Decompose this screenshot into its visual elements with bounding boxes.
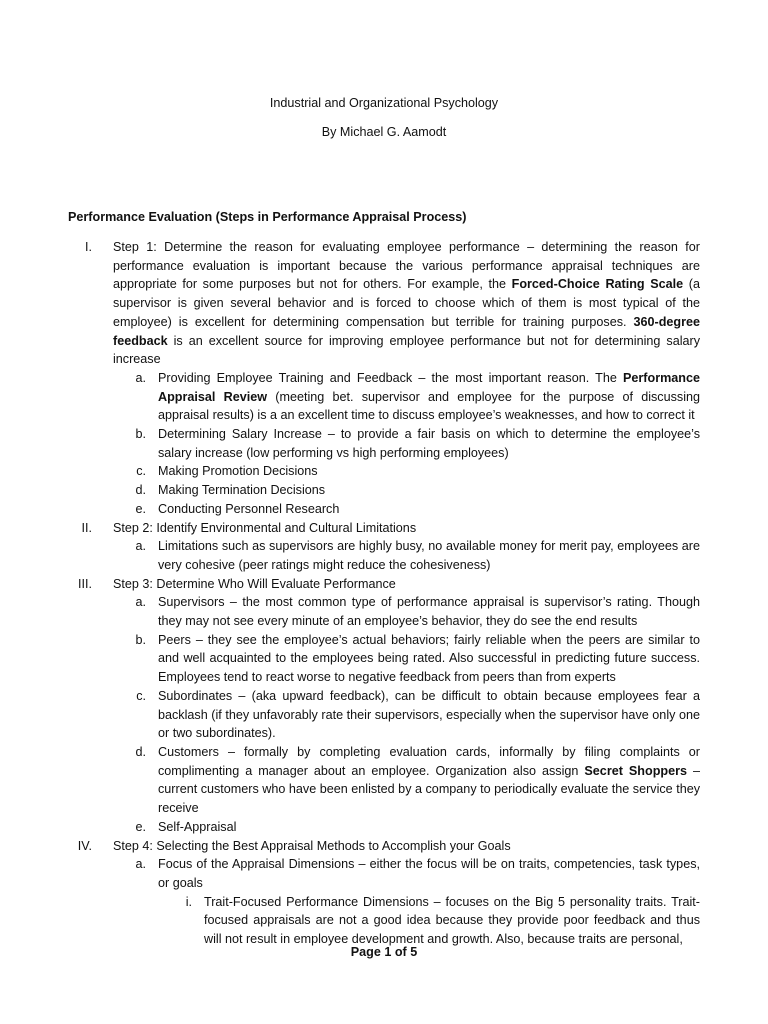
item-marker: a. xyxy=(135,370,146,385)
step-marker: I. xyxy=(85,240,92,254)
item-text: Self-Appraisal xyxy=(158,819,237,834)
step-marker: IV. xyxy=(77,838,92,853)
list-item xyxy=(0,425,768,462)
item-marker: e. xyxy=(135,501,146,516)
item-text: Focus of the Appraisal Dimensions – either the focus will be on traits, competencies, task types, or goals xyxy=(158,857,700,890)
step-2 xyxy=(0,519,768,538)
step-text: Step 2: Identify Environmental and Cultural Limitations xyxy=(113,520,417,535)
step-4 xyxy=(0,837,768,856)
item-marker: a. xyxy=(135,595,146,610)
step-1 xyxy=(0,238,768,369)
item-marker: a. xyxy=(135,857,146,872)
term-forced-choice-rating-scale: Forced-Choice Rating Scale xyxy=(511,277,684,292)
item-text: Subordinates – (aka upward feedback), can be difficult to obtain because employees fear a backlash (if they unfavorably rate their supervisors, especially when the supervisor have only one or two subordinates). xyxy=(158,688,700,741)
item-text: Supervisors – the most common type of performance appraisal is supervisor’s rating. Though they may not see every minute of an employee’s behavior, they do see the end results xyxy=(158,595,700,629)
list-item xyxy=(0,462,768,481)
list-item xyxy=(0,593,768,630)
section-heading: Performance Evaluation (Steps in Performance Appraisal Process) xyxy=(68,210,467,224)
step-text: Step 1: Determine the reason for evaluating employee performance – determining the reason for performance evaluation is important because the various performance appraisal techniques are appropriate for some purposes but not for others. For example, the Forced-Choice Rating Scale (a supervisor is given several behavior and is forced to choose which of them is most typical of the employee) is excellent for determining compensation but terrible for training purposes. 360-degree feedback is an excellent source for improving employee performance but not for determining salary increase xyxy=(113,240,700,367)
item-text: Determining Salary Increase – to provide a fair basis on which to determine the employee’s salary increase (low performing vs high performing employees) xyxy=(158,427,700,460)
item-marker: b. xyxy=(135,632,146,647)
step-text: Step 4: Selecting the Best Appraisal Methods to Accomplish your Goals xyxy=(113,838,511,853)
item-text: Limitations such as supervisors are highly busy, no available money for merit pay, employees are very cohesive (peer ratings might reduce the cohesiveness) xyxy=(158,539,700,572)
item-text: Customers – formally by completing evaluation cards, informally by filing complaints or complimenting a manager about an employee. Organization also assign Secret Shoppers – current customers who have been enlisted by a company to periodically evaluate the service they receive xyxy=(158,744,700,816)
list-item xyxy=(0,369,768,425)
step-marker: II. xyxy=(81,520,92,535)
step-text: Step 3: Determine Who Will Evaluate Performance xyxy=(113,576,396,591)
outline-list xyxy=(0,238,768,949)
item-marker: e. xyxy=(135,819,146,834)
item-marker: d. xyxy=(135,483,146,498)
step-3 xyxy=(0,575,768,594)
item-text: Providing Employee Training and Feedback – the most important reason. The Performance Appraisal Review (meeting bet. supervisor and employee for the purpose of discussing appraisal results) is a an excellent time to discuss employee’s weaknesses, and how to correct it xyxy=(158,370,700,423)
term-secret-shoppers: Secret Shoppers xyxy=(584,763,687,778)
item-marker: d. xyxy=(135,744,146,759)
list-item xyxy=(0,481,768,500)
total-pages: 5 xyxy=(410,945,418,959)
list-item xyxy=(0,537,768,574)
subitem-text: Trait-Focused Performance Dimensions – focuses on the Big 5 personality traits. Trait-focused appraisals are not a good idea because they provide poor feedback and thus will not result in employee development and growth. Also, because traits are personal, xyxy=(204,894,700,947)
item-text: Conducting Personnel Research xyxy=(158,501,340,516)
list-item xyxy=(0,500,768,519)
term-360-degree-feedback: 360-degree feedback xyxy=(113,314,700,348)
document-author: By Michael G. Aamodt xyxy=(321,124,447,139)
title-block xyxy=(0,94,768,141)
item-marker: b. xyxy=(135,427,146,442)
item-marker: c. xyxy=(136,688,146,703)
list-item xyxy=(0,631,768,687)
current-page: 1 xyxy=(384,945,392,959)
item-marker: c. xyxy=(136,464,146,479)
document-title: Industrial and Organizational Psychology xyxy=(269,96,499,110)
list-item xyxy=(0,818,768,837)
item-text: Making Promotion Decisions xyxy=(158,464,318,479)
subitem-marker: i. xyxy=(185,894,192,909)
sub-list-item xyxy=(0,893,768,949)
item-text: Making Termination Decisions xyxy=(158,483,326,498)
item-marker: a. xyxy=(135,539,146,554)
page-number: Page 1 of 5 xyxy=(350,945,418,959)
item-text: Peers – they see the employee’s actual behaviors; fairly reliable when the peers are similar to and well acquainted to the employees being rated. Also successful in predicting future success. Employees tend to react worse to negative feedback from peers than from experts xyxy=(158,632,700,685)
term-performance-appraisal-review: Performance Appraisal Review xyxy=(158,370,700,404)
list-item xyxy=(0,687,768,743)
list-item xyxy=(0,855,768,892)
list-item xyxy=(0,743,768,818)
step-marker: III. xyxy=(78,576,92,591)
